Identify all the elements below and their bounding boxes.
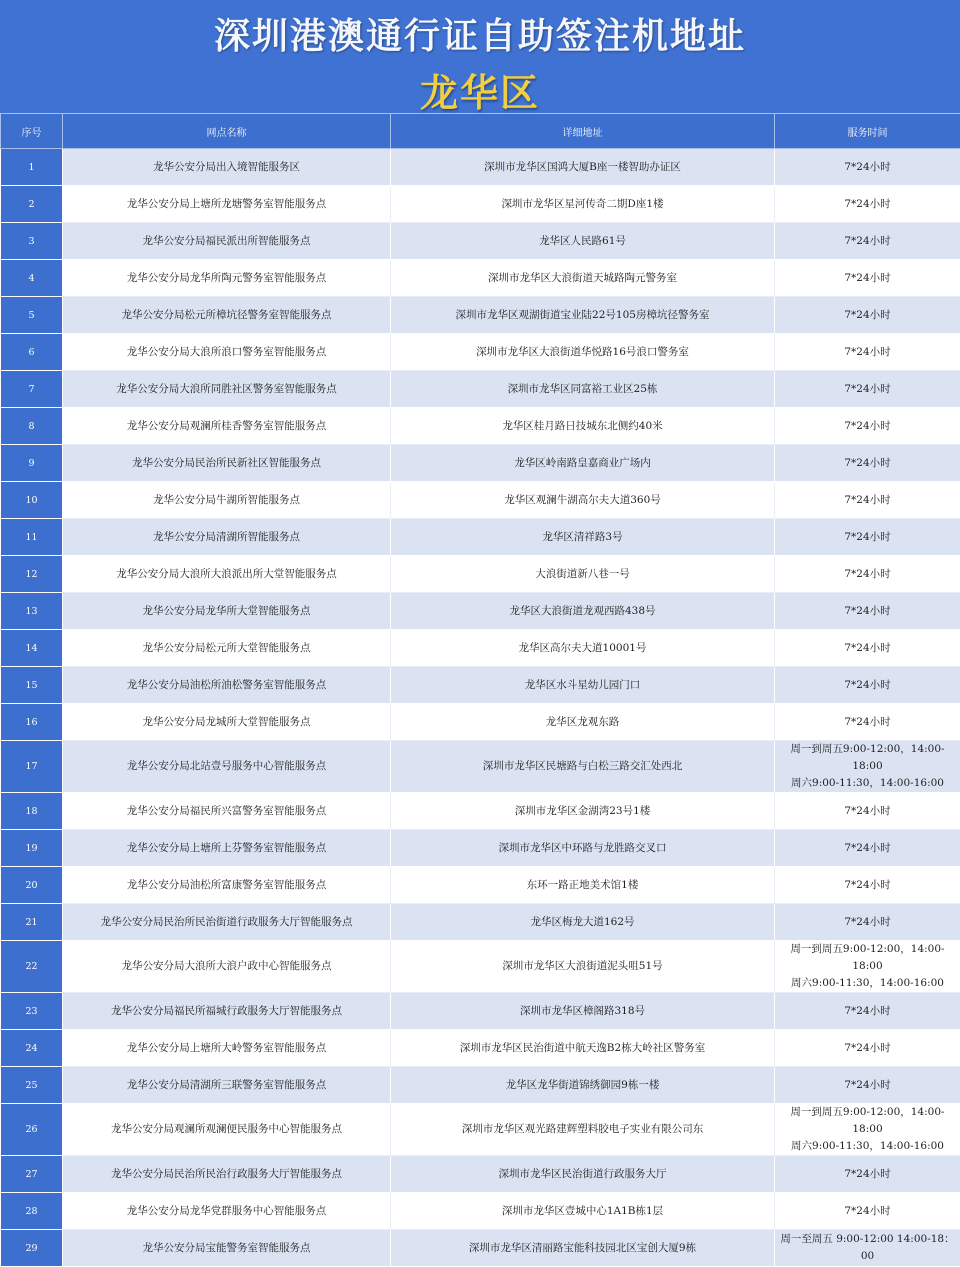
row-name: 龙华公安分局福民所福城行政服务大厅智能服务点 bbox=[63, 993, 391, 1030]
hours-line: 7*24小时 bbox=[777, 381, 958, 398]
hours-line: 7*24小时 bbox=[777, 603, 958, 620]
row-name: 龙华公安分局宝能警务室智能服务点 bbox=[63, 1230, 391, 1267]
row-name: 龙华公安分局油松所油松警务室智能服务点 bbox=[63, 667, 391, 704]
table-row bbox=[1, 1230, 960, 1267]
table-row bbox=[1, 556, 960, 593]
hours-line: 7*24小时 bbox=[777, 803, 958, 820]
row-address: 深圳市龙华区大浪街道华悦路16号浪口警务室 bbox=[391, 334, 775, 371]
row-hours bbox=[775, 260, 960, 297]
row-index: 28 bbox=[1, 1193, 63, 1230]
table-row bbox=[1, 371, 960, 408]
row-hours bbox=[775, 223, 960, 260]
row-index: 7 bbox=[1, 371, 63, 408]
table-row bbox=[1, 519, 960, 556]
row-index: 20 bbox=[1, 867, 63, 904]
row-address: 龙华区梅龙大道162号 bbox=[391, 904, 775, 941]
row-name: 龙华公安分局观澜所桂香警务室智能服务点 bbox=[63, 408, 391, 445]
hours-line: 7*24小时 bbox=[777, 840, 958, 857]
row-address: 深圳市龙华区星河传奇二期D座1楼 bbox=[391, 186, 775, 223]
hours-line: 7*24小时 bbox=[777, 159, 958, 176]
row-address: 深圳市龙华区大浪街道天城路陶元警务室 bbox=[391, 260, 775, 297]
table-row bbox=[1, 667, 960, 704]
row-address: 龙华区清祥路3号 bbox=[391, 519, 775, 556]
row-index: 22 bbox=[1, 941, 63, 993]
row-address: 龙华区岭南路皇嘉商业广场内 bbox=[391, 445, 775, 482]
row-hours bbox=[775, 993, 960, 1030]
row-index: 14 bbox=[1, 630, 63, 667]
row-hours bbox=[775, 371, 960, 408]
row-hours bbox=[775, 1156, 960, 1193]
row-name: 龙华公安分局松元所樟坑径警务室智能服务点 bbox=[63, 297, 391, 334]
hours-line: 周一到周五9:00-12:00，14:00-18:00 bbox=[777, 941, 958, 975]
row-index: 13 bbox=[1, 593, 63, 630]
table-row bbox=[1, 1156, 960, 1193]
table-row bbox=[1, 830, 960, 867]
row-address: 龙华区桂月路日技城东北侧约40米 bbox=[391, 408, 775, 445]
table-row bbox=[1, 408, 960, 445]
row-hours bbox=[775, 1104, 960, 1156]
row-index: 29 bbox=[1, 1230, 63, 1267]
hours-line: 7*24小时 bbox=[777, 529, 958, 546]
table-row bbox=[1, 260, 960, 297]
row-index: 23 bbox=[1, 993, 63, 1030]
row-hours bbox=[775, 904, 960, 941]
row-address: 深圳市龙华区民塘路与白松三路交汇处西北 bbox=[391, 741, 775, 793]
column-header-index: 序号 bbox=[1, 114, 63, 149]
hours-line: 周六9:00-11:30，14:00-16:00 bbox=[777, 975, 958, 992]
row-index: 19 bbox=[1, 830, 63, 867]
hours-line: 周一到周五9:00-12:00，14:00-18:00 bbox=[777, 1104, 958, 1138]
row-address: 深圳市龙华区金湖湾23号1楼 bbox=[391, 793, 775, 830]
hours-line: 周六9:00-11:30，14:00-16:00 bbox=[777, 1138, 958, 1155]
table-body bbox=[1, 149, 960, 1267]
hours-line: 7*24小时 bbox=[777, 1077, 958, 1094]
row-address: 深圳市龙华区樟阁路318号 bbox=[391, 993, 775, 1030]
hours-line: 7*24小时 bbox=[777, 640, 958, 657]
row-address: 深圳市龙华区国鸿大厦B座一楼智助办证区 bbox=[391, 149, 775, 186]
row-index: 5 bbox=[1, 297, 63, 334]
hours-line: 7*24小时 bbox=[777, 566, 958, 583]
hours-line: 7*24小时 bbox=[777, 1003, 958, 1020]
hours-line: 7*24小时 bbox=[777, 1040, 958, 1057]
table-row bbox=[1, 334, 960, 371]
table-row bbox=[1, 993, 960, 1030]
column-header-address: 详细地址 bbox=[391, 114, 775, 149]
row-index: 12 bbox=[1, 556, 63, 593]
table-row bbox=[1, 941, 960, 993]
column-header-name: 网点名称 bbox=[63, 114, 391, 149]
table-row bbox=[1, 1030, 960, 1067]
hours-line: 7*24小时 bbox=[777, 677, 958, 694]
table-row bbox=[1, 186, 960, 223]
row-hours bbox=[775, 1030, 960, 1067]
row-hours bbox=[775, 334, 960, 371]
hours-line: 7*24小时 bbox=[777, 1166, 958, 1183]
row-index: 11 bbox=[1, 519, 63, 556]
row-name: 龙华公安分局龙华所大堂智能服务点 bbox=[63, 593, 391, 630]
address-table bbox=[0, 113, 960, 1267]
row-index: 27 bbox=[1, 1156, 63, 1193]
column-header-hours: 服务时间 bbox=[775, 114, 960, 149]
row-name: 龙华公安分局龙城所大堂智能服务点 bbox=[63, 704, 391, 741]
row-name: 龙华公安分局福民所兴富警务室智能服务点 bbox=[63, 793, 391, 830]
table-row bbox=[1, 630, 960, 667]
row-hours bbox=[775, 593, 960, 630]
table-row bbox=[1, 704, 960, 741]
row-name: 龙华公安分局松元所大堂智能服务点 bbox=[63, 630, 391, 667]
hours-line: 7*24小时 bbox=[777, 270, 958, 287]
row-hours bbox=[775, 741, 960, 793]
hours-line: 周一到周五9:00-12:00，14:00-18:00 bbox=[777, 741, 958, 775]
row-address: 龙华区观澜牛湖高尔夫大道360号 bbox=[391, 482, 775, 519]
hours-line: 7*24小时 bbox=[777, 455, 958, 472]
row-address: 深圳市龙华区壹城中心1A1B栋1层 bbox=[391, 1193, 775, 1230]
row-index: 21 bbox=[1, 904, 63, 941]
row-name: 龙华公安分局上塘所上芬警务室智能服务点 bbox=[63, 830, 391, 867]
row-name: 龙华公安分局观澜所观澜便民服务中心智能服务点 bbox=[63, 1104, 391, 1156]
table-row bbox=[1, 593, 960, 630]
row-address: 大浪街道新八巷一号 bbox=[391, 556, 775, 593]
row-name: 龙华公安分局出入境智能服务区 bbox=[63, 149, 391, 186]
row-hours bbox=[775, 297, 960, 334]
table-row bbox=[1, 223, 960, 260]
row-name: 龙华公安分局上塘所大岭警务室智能服务点 bbox=[63, 1030, 391, 1067]
row-name: 龙华公安分局民治所民新社区智能服务点 bbox=[63, 445, 391, 482]
hours-line: 周一至周五 9:00-12:00 14:00-18：00 bbox=[777, 1231, 958, 1265]
row-index: 3 bbox=[1, 223, 63, 260]
row-name: 龙华公安分局清湖所三联警务室智能服务点 bbox=[63, 1067, 391, 1104]
row-index: 25 bbox=[1, 1067, 63, 1104]
table-row bbox=[1, 297, 960, 334]
row-index: 24 bbox=[1, 1030, 63, 1067]
row-name: 龙华公安分局清湖所智能服务点 bbox=[63, 519, 391, 556]
row-index: 4 bbox=[1, 260, 63, 297]
table-row bbox=[1, 1104, 960, 1156]
row-hours bbox=[775, 630, 960, 667]
row-hours bbox=[775, 408, 960, 445]
hours-line: 7*24小时 bbox=[777, 1203, 958, 1220]
row-address: 深圳市龙华区观光路建辉塑料胶电子实业有限公司东 bbox=[391, 1104, 775, 1156]
row-hours bbox=[775, 519, 960, 556]
table-row bbox=[1, 904, 960, 941]
row-address: 龙华区高尔夫大道10001号 bbox=[391, 630, 775, 667]
row-index: 15 bbox=[1, 667, 63, 704]
row-index: 10 bbox=[1, 482, 63, 519]
row-address: 龙华区大浪街道龙观西路438号 bbox=[391, 593, 775, 630]
row-hours bbox=[775, 667, 960, 704]
row-name: 龙华公安分局福民派出所智能服务点 bbox=[63, 223, 391, 260]
row-hours bbox=[775, 1193, 960, 1230]
row-hours bbox=[775, 556, 960, 593]
row-name: 龙华公安分局大浪所大浪户政中心智能服务点 bbox=[63, 941, 391, 993]
hours-line: 7*24小时 bbox=[777, 418, 958, 435]
table-row bbox=[1, 793, 960, 830]
table-header-row bbox=[1, 114, 960, 149]
row-hours bbox=[775, 830, 960, 867]
table-row bbox=[1, 149, 960, 186]
row-name: 龙华公安分局北站壹号服务中心智能服务点 bbox=[63, 741, 391, 793]
row-address: 龙华区龙华街道锦绣御园9栋一楼 bbox=[391, 1067, 775, 1104]
row-name: 龙华公安分局大浪所浪口警务室智能服务点 bbox=[63, 334, 391, 371]
row-hours bbox=[775, 1230, 960, 1267]
row-hours bbox=[775, 186, 960, 223]
table-row bbox=[1, 1067, 960, 1104]
row-index: 17 bbox=[1, 741, 63, 793]
hours-line: 7*24小时 bbox=[777, 914, 958, 931]
row-index: 16 bbox=[1, 704, 63, 741]
page-header bbox=[0, 0, 960, 113]
row-address: 深圳市龙华区民治街道行政服务大厅 bbox=[391, 1156, 775, 1193]
row-hours bbox=[775, 482, 960, 519]
row-name: 龙华公安分局龙华党群服务中心智能服务点 bbox=[63, 1193, 391, 1230]
row-address: 深圳市龙华区同富裕工业区25栋 bbox=[391, 371, 775, 408]
row-address: 深圳市龙华区清丽路宝能科技园北区宝创大厦9栋 bbox=[391, 1230, 775, 1267]
row-address: 东环一路正地美术馆1楼 bbox=[391, 867, 775, 904]
hours-line: 7*24小时 bbox=[777, 307, 958, 324]
row-name: 龙华公安分局民治所民治行政服务大厅智能服务点 bbox=[63, 1156, 391, 1193]
row-name: 龙华公安分局牛湖所智能服务点 bbox=[63, 482, 391, 519]
row-index: 8 bbox=[1, 408, 63, 445]
row-hours bbox=[775, 793, 960, 830]
hours-line: 7*24小时 bbox=[777, 877, 958, 894]
row-name: 龙华公安分局大浪所大浪派出所大堂智能服务点 bbox=[63, 556, 391, 593]
row-address: 龙华区水斗星幼儿园门口 bbox=[391, 667, 775, 704]
hours-line: 7*24小时 bbox=[777, 233, 958, 250]
row-index: 6 bbox=[1, 334, 63, 371]
page-title: 深圳港澳通行证自助签注机地址 bbox=[0, 8, 960, 59]
row-hours bbox=[775, 445, 960, 482]
row-name: 龙华公安分局民治所民治街道行政服务大厅智能服务点 bbox=[63, 904, 391, 941]
row-address: 深圳市龙华区民治街道中航天逸B2栋大岭社区警务室 bbox=[391, 1030, 775, 1067]
row-name: 龙华公安分局大浪所同胜社区警务室智能服务点 bbox=[63, 371, 391, 408]
row-hours bbox=[775, 1067, 960, 1104]
hours-line: 7*24小时 bbox=[777, 714, 958, 731]
row-address: 龙华区龙观东路 bbox=[391, 704, 775, 741]
row-address: 深圳市龙华区中环路与龙胜路交叉口 bbox=[391, 830, 775, 867]
row-index: 9 bbox=[1, 445, 63, 482]
row-hours bbox=[775, 149, 960, 186]
district-title: 龙华区 bbox=[0, 62, 960, 117]
row-name: 龙华公安分局龙华所陶元警务室智能服务点 bbox=[63, 260, 391, 297]
hours-line: 7*24小时 bbox=[777, 492, 958, 509]
row-address: 深圳市龙华区观湖街道宝业陆22号105房樟坑径警务室 bbox=[391, 297, 775, 334]
row-name: 龙华公安分局上塘所龙塘警务室智能服务点 bbox=[63, 186, 391, 223]
table-row bbox=[1, 867, 960, 904]
table-row bbox=[1, 1193, 960, 1230]
row-name: 龙华公安分局油松所富康警务室智能服务点 bbox=[63, 867, 391, 904]
row-index: 18 bbox=[1, 793, 63, 830]
row-hours bbox=[775, 867, 960, 904]
table-row bbox=[1, 482, 960, 519]
hours-line: 7*24小时 bbox=[777, 344, 958, 361]
hours-line: 7*24小时 bbox=[777, 196, 958, 213]
hours-line: 周六9:00-11:30，14:00-16:00 bbox=[777, 775, 958, 792]
table-row bbox=[1, 445, 960, 482]
row-index: 26 bbox=[1, 1104, 63, 1156]
table-row bbox=[1, 741, 960, 793]
row-index: 1 bbox=[1, 149, 63, 186]
row-hours bbox=[775, 704, 960, 741]
row-address: 深圳市龙华区大浪街道泥头咀51号 bbox=[391, 941, 775, 993]
row-hours bbox=[775, 941, 960, 993]
row-index: 2 bbox=[1, 186, 63, 223]
row-address: 龙华区人民路61号 bbox=[391, 223, 775, 260]
